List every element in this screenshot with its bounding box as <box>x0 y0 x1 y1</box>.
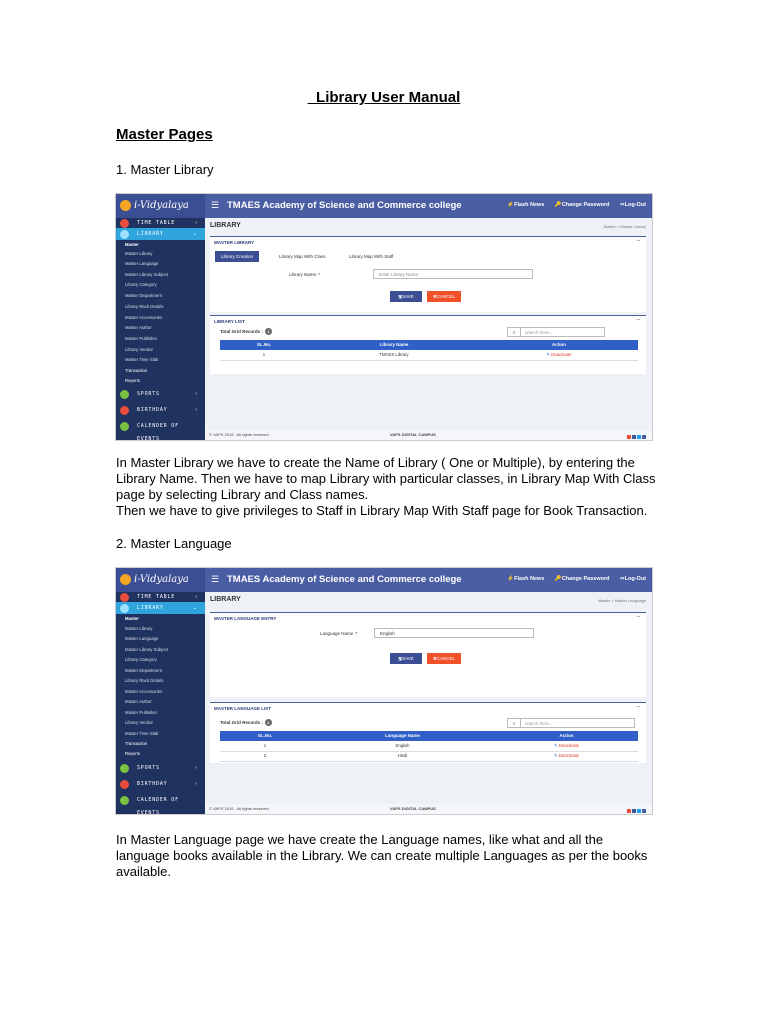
birthday-icon <box>120 780 129 789</box>
submenu-time-slab[interactable]: Master Time Slab <box>125 357 159 362</box>
records-badge: 1 <box>265 328 272 335</box>
submenu-accessories[interactable]: Master Accessories <box>125 315 163 320</box>
menu-calender[interactable]: CALENDER OF EVENTS <box>116 794 205 807</box>
flash-news-link[interactable]: ⚡Flash News <box>507 576 545 582</box>
menu-toggle-icon[interactable]: ☰ <box>211 200 220 210</box>
logout-link[interactable]: ⇨Log-Out <box>620 576 646 582</box>
submenu-library-subject[interactable]: Master Library Subject <box>125 272 168 277</box>
menu-birthday[interactable]: BIRTHDAY ‹ <box>116 404 205 417</box>
screenshot-master-language <box>116 568 652 814</box>
search-icon: ⌕ <box>508 328 521 336</box>
flash-news-link[interactable]: ⚡Flash News <box>507 202 545 208</box>
section-heading: Master Pages <box>116 126 213 143</box>
menu-reports[interactable]: Reports <box>125 751 141 756</box>
library-list-panel <box>210 315 646 374</box>
submenu-author[interactable]: Master Author <box>125 699 152 704</box>
submenu-library-category[interactable]: Library Category <box>125 282 157 287</box>
panel-title: MASTER LANGUAGE ENTRY <box>214 616 277 621</box>
menu-transaction[interactable]: Transaction <box>125 368 148 373</box>
collapse-icon[interactable]: – <box>636 317 640 323</box>
menu-reports[interactable]: Reports <box>125 378 141 383</box>
college-name: TMAES Academy of Science and Commerce college <box>227 574 462 585</box>
change-password-link[interactable]: 🔑Change Password <box>554 576 610 582</box>
app-footer: © VAPS 2019 . All rights reserved VAPS DIGITAL CAMPUS <box>205 804 652 814</box>
change-password-link[interactable]: 🔑Change Password <box>554 202 610 208</box>
app-logo[interactable]: i-Vidyalaya <box>116 194 205 218</box>
submenu-master-language[interactable]: Master Language <box>125 636 159 641</box>
grid-records: Total Grid Records : 1 <box>220 328 272 335</box>
language-name-input[interactable]: English <box>374 628 534 638</box>
sports-icon <box>120 390 129 399</box>
save-button[interactable]: 🖫SAVE <box>390 653 422 664</box>
submenu-master-library[interactable]: Master Library <box>125 251 153 256</box>
search-input[interactable]: ⌕ search here... <box>507 718 635 728</box>
breadcrumb: Master > Master Language <box>598 598 646 603</box>
submenu-rack-details[interactable]: Library Rack Details <box>125 304 164 309</box>
submenu-master-language[interactable]: Master Language <box>125 261 159 266</box>
tab-map-with-class[interactable]: Library Map With Class <box>279 254 326 259</box>
menu-time-table[interactable]: TIME TABLE ‹ <box>116 592 205 602</box>
submenu-publisher[interactable]: Master Publisher <box>125 710 158 715</box>
table-row: 2 Hindi ✎ Deactivate <box>220 751 638 762</box>
menu-time-table[interactable]: TIME TABLE ‹ <box>116 218 205 228</box>
app-footer: © VAPS 2019 . All rights reserved VAPS DIGITAL CAMPUS <box>205 430 652 440</box>
college-name: TMAES Academy of Science and Commerce college <box>227 200 462 211</box>
top-nav <box>498 576 646 582</box>
panel-title: LIBRARY LIST <box>214 319 245 324</box>
menu-sports[interactable]: SPORTS ‹ <box>116 762 205 775</box>
birthday-icon <box>120 406 129 415</box>
submenu-time-slab[interactable]: Master Time Slab <box>125 731 159 736</box>
table-row: 1 English ✎ Deactivate <box>220 741 638 752</box>
sidebar <box>116 592 205 814</box>
menu-birthday[interactable]: BIRTHDAY ‹ <box>116 778 205 791</box>
menu-library[interactable]: LIBRARY ⌄ <box>116 228 205 240</box>
top-nav <box>498 202 646 208</box>
cancel-button[interactable]: ✖CANCEL <box>427 291 461 302</box>
deactivate-link[interactable]: Deactivate <box>551 352 572 357</box>
submenu-rack-details[interactable]: Library Rack Details <box>125 678 164 683</box>
master-library-panel <box>210 236 646 312</box>
grid-records: Total Grid Records : 2 <box>220 719 272 726</box>
item-heading-master-language: 2. Master Language <box>116 536 232 551</box>
table-header: SL.No. Language Name Action <box>220 731 638 741</box>
page-title: LIBRARY <box>210 596 241 603</box>
time-table-icon <box>120 593 129 602</box>
screenshot-master-library <box>116 194 652 440</box>
menu-library[interactable]: LIBRARY ⌄ <box>116 602 205 614</box>
logout-link[interactable]: ⇨Log-Out <box>620 202 646 208</box>
tab-library-creation[interactable]: Library Creation <box>215 251 259 262</box>
language-entry-panel <box>210 612 646 697</box>
library-name-input[interactable]: Enter Library Name <box>373 269 533 279</box>
menu-toggle-icon[interactable]: ☰ <box>211 574 220 584</box>
social-icons[interactable] <box>626 433 646 440</box>
paragraph-master-library: In Master Library we have to create the Name of Library ( One or Multiple), by entering the Library Name. Then we have to map Library with particular classes, in Library Map With Class page by selecting Library and Class names. Then we have to give privileges to Staff in Library Map With Staff page for Book Transaction. <box>116 455 656 518</box>
submenu-author[interactable]: Master Author <box>125 325 152 330</box>
calendar-icon <box>120 796 129 805</box>
collapse-icon[interactable]: – <box>636 704 640 710</box>
submenu-publisher[interactable]: Master Publisher <box>125 336 158 341</box>
document-title: _Library User Manual <box>307 89 461 106</box>
submenu-master-department[interactable]: Master Department <box>125 668 162 673</box>
page-title: LIBRARY <box>210 222 241 229</box>
logo-icon <box>120 574 131 585</box>
breadcrumb: Master > Master Library <box>603 224 646 229</box>
table-row: 1 TMAES Library ✎ Deactivate <box>220 350 638 361</box>
records-badge: 2 <box>265 719 272 726</box>
search-icon: ⌕ <box>508 719 521 727</box>
panel-title: MASTER LIBRARY <box>214 240 255 245</box>
main-content <box>205 592 652 814</box>
edit-icon[interactable]: ✎ <box>553 753 558 758</box>
time-table-icon <box>120 219 129 228</box>
library-name-label: Library Name :* <box>289 272 321 277</box>
collapse-icon[interactable]: – <box>636 238 640 244</box>
library-icon <box>120 230 129 239</box>
language-list-panel <box>210 702 646 763</box>
save-button[interactable]: 🖫SAVE <box>390 291 422 302</box>
submenu-master-library[interactable]: Master Library <box>125 626 153 631</box>
submenu-vendor[interactable]: Library Vendor <box>125 347 153 352</box>
language-name-label: Language Name :* <box>320 631 358 636</box>
submenu-library-category[interactable]: Library Category <box>125 657 157 662</box>
menu-master[interactable]: Master <box>125 616 139 621</box>
menu-sports[interactable]: SPORTS ‹ <box>116 388 205 401</box>
main-content <box>205 218 652 440</box>
deactivate-link[interactable]: Deactivate <box>558 743 580 748</box>
tab-map-with-staff[interactable]: Library Map With Staff <box>349 254 394 259</box>
edit-icon[interactable]: ✎ <box>553 743 558 748</box>
menu-calender[interactable]: CALENDER OF EVENTS <box>116 420 205 433</box>
table-header: SL.No. Library Name Action <box>220 340 638 350</box>
sidebar <box>116 218 205 440</box>
submenu-master-department[interactable]: Master Department <box>125 293 162 298</box>
library-icon <box>120 604 129 613</box>
social-icons[interactable] <box>626 807 646 814</box>
menu-master[interactable]: Master <box>125 242 139 247</box>
calendar-icon <box>120 422 129 431</box>
collapse-icon[interactable]: – <box>636 614 640 620</box>
app-logo[interactable]: i-Vidyalaya <box>116 568 205 592</box>
submenu-vendor[interactable]: Library Vendor <box>125 720 153 725</box>
paragraph-master-language: In Master Language page we have create the Language names, like what and all the language books available in the Library. We can create multiple Languages as per the books available. <box>116 832 648 879</box>
submenu-library-subject[interactable]: Master Library Subject <box>125 647 168 652</box>
search-input[interactable]: ⌕ search here... <box>507 327 605 337</box>
menu-transaction[interactable]: Transaction <box>125 741 148 746</box>
logo-icon <box>120 200 131 211</box>
item-heading-master-library: 1. Master Library <box>116 162 214 177</box>
cancel-button[interactable]: ✖CANCEL <box>427 653 461 664</box>
sports-icon <box>120 764 129 773</box>
submenu-accessories[interactable]: Master Accessories <box>125 689 163 694</box>
edit-icon[interactable]: ✎ <box>546 352 551 357</box>
app-topbar <box>116 194 652 218</box>
deactivate-link[interactable]: Deactivate <box>558 753 580 758</box>
panel-title: MASTER LANGUAGE LIST <box>214 706 271 711</box>
app-topbar <box>116 568 652 592</box>
